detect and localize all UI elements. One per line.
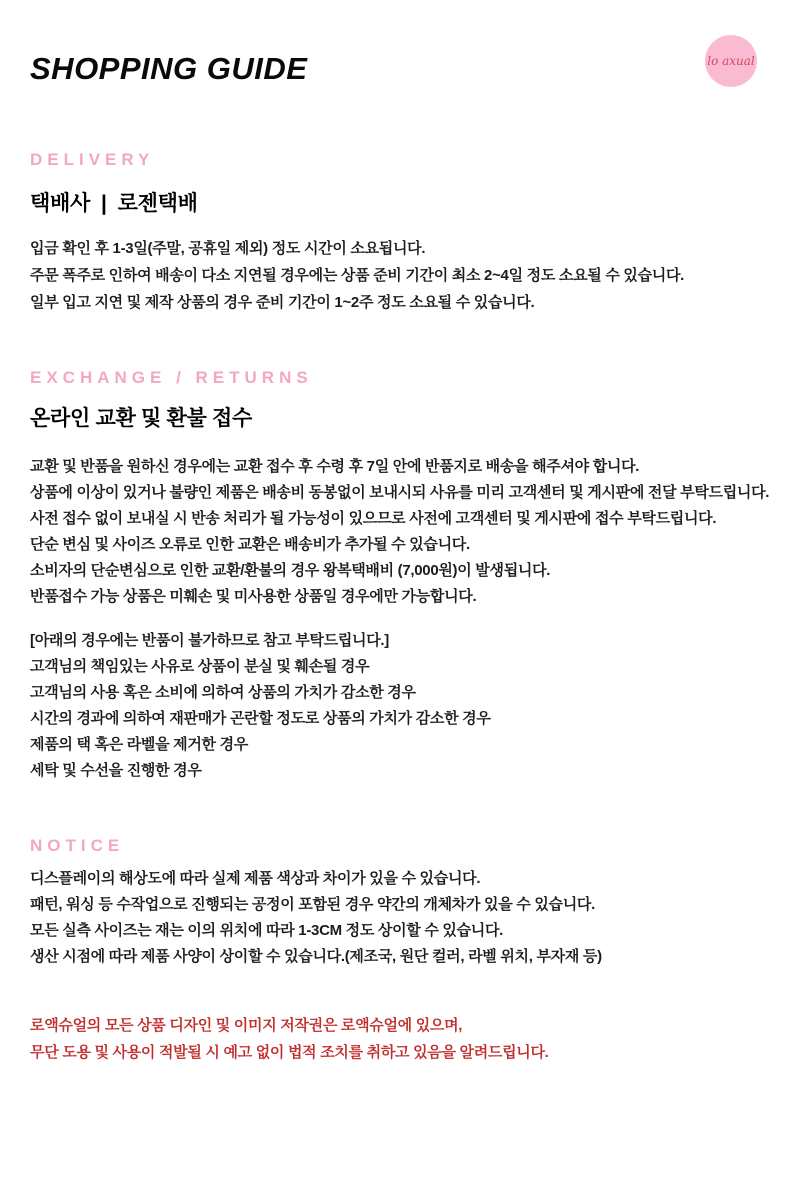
section-copyright bbox=[30, 1012, 770, 1066]
no-return-case-line: 고객님의 책임있는 사유로 상품이 분실 및 훼손될 경우 bbox=[30, 658, 370, 675]
notice-line: 모든 실측 사이즈는 재는 이의 위치에 따라 1-3CM 정도 상이할 수 있습니다. bbox=[30, 922, 504, 939]
copyright-line: 로액슈얼의 모든 상품 디자인 및 이미지 저작권은 로액슈얼에 있으며, bbox=[30, 1017, 463, 1034]
exchange-policy-line: 단순 변심 및 사이즈 오류로 인한 교환은 배송비가 추가될 수 있습니다. bbox=[30, 536, 470, 553]
delivery-section-label: DELIVERY bbox=[30, 150, 155, 169]
exchange-section-label: EXCHANGE / RETURNS bbox=[30, 368, 313, 387]
exchange-policy-line: 교환 및 반품을 원하신 경우에는 교환 접수 후 수령 후 7일 안에 반품지로 배송을 해주셔야 합니다. bbox=[30, 458, 640, 475]
notice-section-label: NOTICE bbox=[30, 836, 125, 855]
brand-logo-text: lo axual bbox=[707, 54, 755, 68]
page-title: SHOPPING GUIDE bbox=[30, 51, 308, 86]
delivery-line: 주문 폭주로 인하여 배송이 다소 지연될 경우에는 상품 준비 기간이 최소 2~4일 정도 소요될 수 있습니다. bbox=[30, 267, 685, 284]
exchange-policy-line: 소비자의 단순변심으로 인한 교환/환불의 경우 왕복택배비 (7,000원)이 발생됩니다. bbox=[30, 562, 551, 579]
no-return-case-line: 제품의 택 혹은 라벨을 제거한 경우 bbox=[30, 736, 248, 753]
exchange-policy-text bbox=[30, 454, 770, 610]
no-return-cases-text bbox=[30, 628, 770, 784]
section-exchange-returns bbox=[30, 368, 770, 784]
brand-logo-stamp bbox=[705, 35, 757, 87]
notice-line: 패턴, 워싱 등 수작업으로 진행되는 공정이 포함된 경우 약간의 개체차가 있을 수 있습니다. bbox=[30, 896, 595, 913]
delivery-line: 일부 입고 지연 및 제작 상품의 경우 준비 기간이 1~2주 정도 소요될 수 있습니다. bbox=[30, 294, 535, 311]
exchange-heading: 온라인 교환 및 환불 접수 bbox=[30, 407, 252, 430]
delivery-line: 입금 확인 후 1-3일(주말, 공휴일 제외) 정도 시간이 소요됩니다. bbox=[30, 240, 426, 257]
delivery-policy-text bbox=[30, 235, 770, 316]
notice-line: 디스플레이의 해상도에 따라 실제 제품 색상과 차이가 있을 수 있습니다. bbox=[30, 870, 481, 887]
no-return-case-line: 세탁 및 수선을 진행한 경우 bbox=[30, 762, 202, 779]
section-notice bbox=[30, 836, 770, 970]
exchange-policy-line: 상품에 이상이 있거나 불량인 제품은 배송비 동봉없이 보내시되 사유를 미리 고객센터 및 게시판에 전달 부탁드립니다. bbox=[30, 484, 770, 501]
copyright-warning-text bbox=[30, 1012, 770, 1066]
notice-text bbox=[30, 866, 770, 970]
section-delivery bbox=[30, 150, 770, 316]
copyright-line: 무단 도용 및 사용이 적발될 시 예고 없이 법적 조치를 취하고 있음을 알려드립니다. bbox=[30, 1044, 549, 1061]
no-return-case-line: 시간의 경과에 의하여 재판매가 곤란할 정도로 상품의 가치가 감소한 경우 bbox=[30, 710, 491, 727]
no-return-case-line: 고객님의 사용 혹은 소비에 의하여 상품의 가치가 감소한 경우 bbox=[30, 684, 416, 701]
exchange-policy-line: 사전 접수 없이 보내실 시 반송 처리가 될 가능성이 있으므로 사전에 고객센터 및 게시판에 접수 부탁드립니다. bbox=[30, 510, 717, 527]
notice-line: 생산 시점에 따라 제품 사양이 상이할 수 있습니다.(제조국, 원단 컬러, 라벨 위치, 부자재 등) bbox=[30, 948, 602, 965]
delivery-courier-heading: 택배사 | 로젠택배 bbox=[30, 192, 198, 215]
no-return-case-line: [아래의 경우에는 반품이 불가하므로 참고 부탁드립니다.] bbox=[30, 632, 389, 649]
exchange-policy-line: 반품접수 가능 상품은 미훼손 및 미사용한 상품일 경우에만 가능합니다. bbox=[30, 588, 477, 605]
